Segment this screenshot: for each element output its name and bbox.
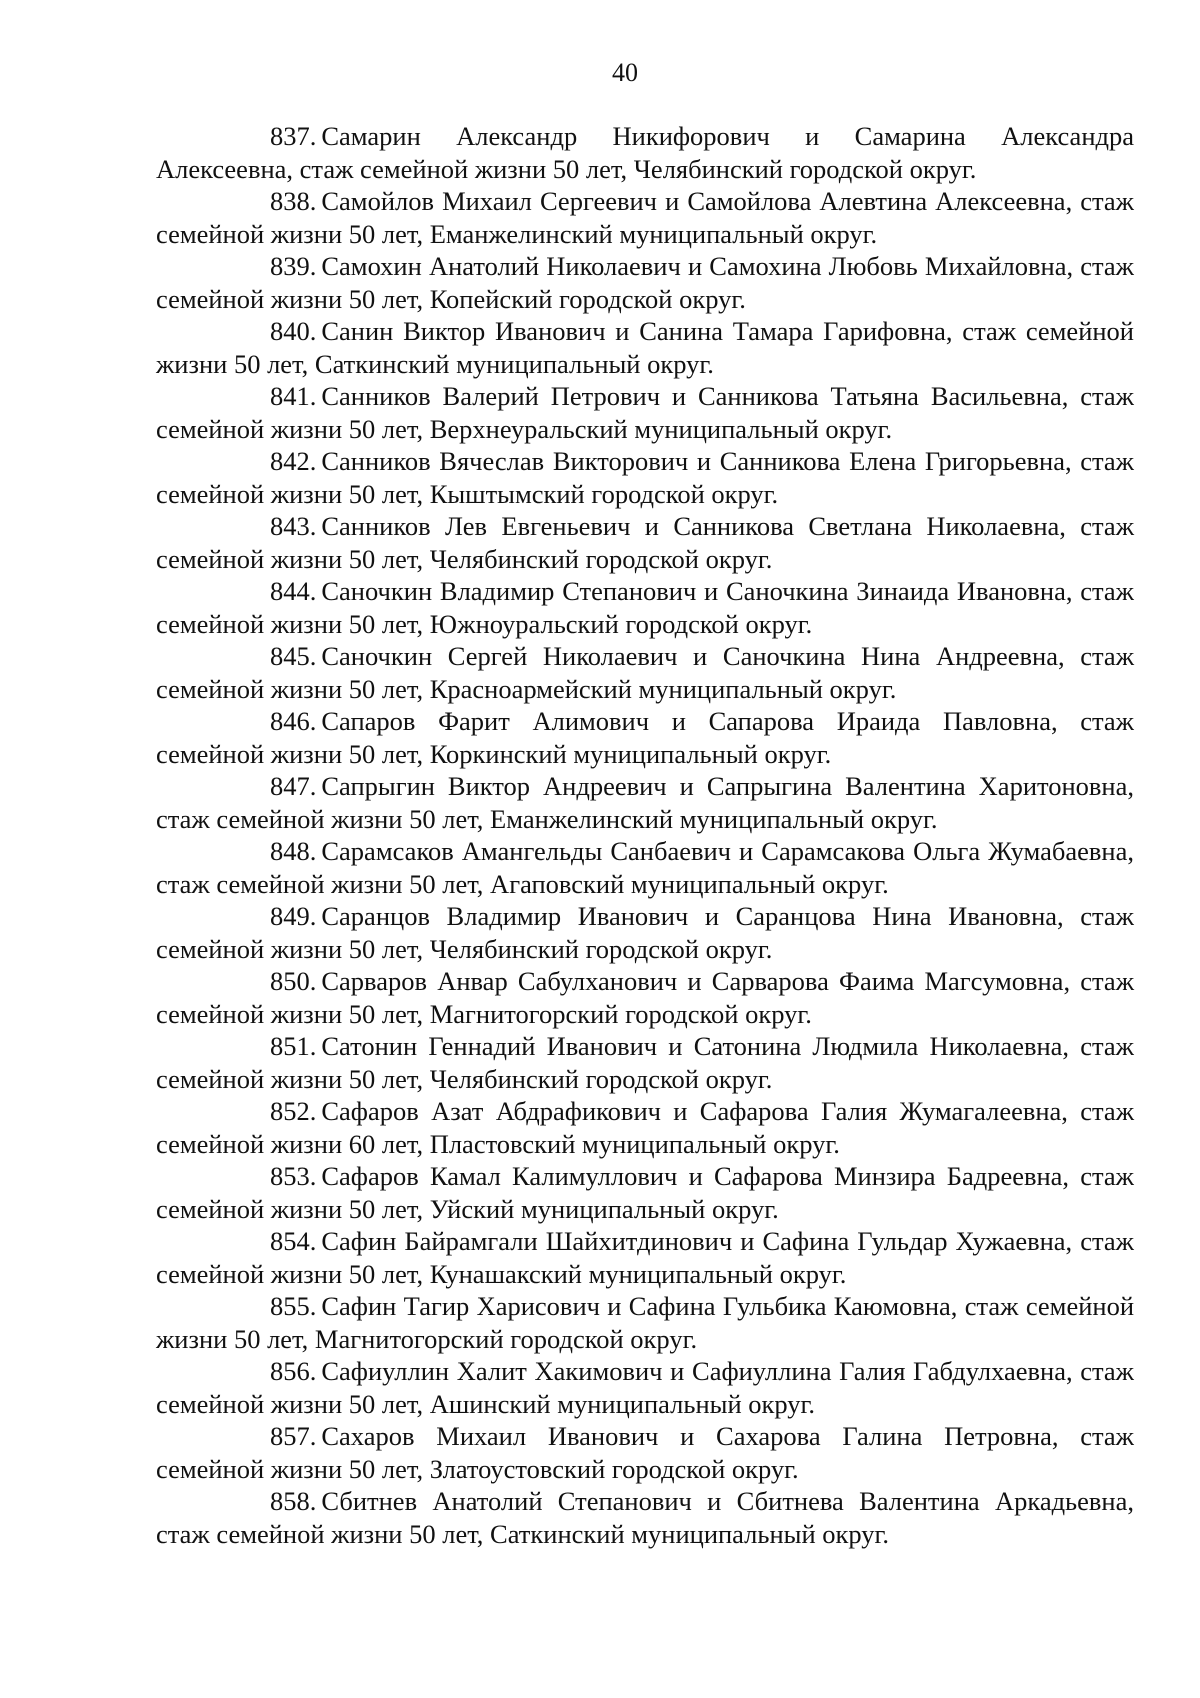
entry-number: 842. (270, 446, 317, 476)
entry-number: 855. (270, 1291, 317, 1321)
entry-text: Сахаров Михаил Иванович и Сахарова Галина Петровна, стаж семейной жизни 50 лет, Златоустовский городской округ. (156, 1421, 1134, 1484)
list-item (156, 965, 1134, 1030)
entry-number: 844. (270, 576, 317, 606)
entry-number: 843. (270, 511, 317, 541)
list-item (156, 315, 1134, 380)
entry-number: 853. (270, 1161, 317, 1191)
list-item (156, 770, 1134, 835)
entry-text: Сапрыгин Виктор Андреевич и Сапрыгина Валентина Харитоновна, стаж семейной жизни 50 лет, Еманжелинский муниципальный округ. (156, 771, 1134, 834)
list-item (156, 1030, 1134, 1095)
entry-number: 850. (270, 966, 317, 996)
entry-number: 857. (270, 1421, 317, 1451)
entry-text: Сафин Тагир Харисович и Сафина Гульбика Каюмовна, стаж семейной жизни 50 лет, Магнитогорский городской округ. (156, 1291, 1134, 1354)
list-item (156, 120, 1134, 185)
entry-text: Санников Лев Евгеньевич и Санникова Светлана Николаевна, стаж семейной жизни 50 лет, Челябинский городской округ. (156, 511, 1134, 574)
list-item (156, 185, 1134, 250)
entry-number: 837. (270, 121, 317, 151)
entry-number: 849. (270, 901, 317, 931)
entry-list (156, 120, 1134, 1550)
entry-number: 847. (270, 771, 317, 801)
list-item (156, 835, 1134, 900)
entry-number: 841. (270, 381, 317, 411)
entry-text: Сафаров Камал Калимуллович и Сафарова Минзира Бадреевна, стаж семейной жизни 50 лет, Уйский муниципальный округ. (156, 1161, 1134, 1224)
entry-text: Санников Вячеслав Викторович и Санникова Елена Григорьевна, стаж семейной жизни 50 лет, Кыштымский городской округ. (156, 446, 1134, 509)
entry-text: Сарваров Анвар Сабулханович и Сарварова Фаима Магсумовна, стаж семейной жизни 50 лет, Магнитогорский городской округ. (156, 966, 1134, 1029)
entry-text: Самарин Александр Никифорович и Самарина Александра Алексеевна, стаж семейной жизни 50 лет, Челябинский городской округ. (156, 121, 1134, 184)
list-item (156, 1485, 1134, 1550)
list-item (156, 705, 1134, 770)
entry-text: Санников Валерий Петрович и Санникова Татьяна Васильевна, стаж семейной жизни 50 лет, Верхнеуральский муниципальный округ. (156, 381, 1134, 444)
entry-text: Саночкин Сергей Николаевич и Саночкина Нина Андреевна, стаж семейной жизни 50 лет, Красноармейский муниципальный округ. (156, 641, 1134, 704)
entry-text: Сарамсаков Амангельды Санбаевич и Сарамсакова Ольга Жумабаевна, стаж семейной жизни 50 лет, Агаповский муниципальный округ. (156, 836, 1134, 899)
entry-number: 846. (270, 706, 317, 736)
list-item (156, 900, 1134, 965)
entry-number: 856. (270, 1356, 317, 1386)
list-item (156, 1355, 1134, 1420)
list-item (156, 510, 1134, 575)
entry-text: Санин Виктор Иванович и Санина Тамара Гарифовна, стаж семейной жизни 50 лет, Саткинский муниципальный округ. (156, 316, 1134, 379)
entry-number: 852. (270, 1096, 317, 1126)
list-item (156, 640, 1134, 705)
entry-text: Саночкин Владимир Степанович и Саночкина Зинаида Ивановна, стаж семейной жизни 50 лет, Южноуральский городской округ. (156, 576, 1134, 639)
entry-number: 848. (270, 836, 317, 866)
entry-text: Сафин Байрамгали Шайхитдинович и Сафина Гульдар Хужаевна, стаж семейной жизни 50 лет, Кунашакский муниципальный округ. (156, 1226, 1134, 1289)
list-item (156, 445, 1134, 510)
list-item (156, 1095, 1134, 1160)
entry-number: 858. (270, 1486, 317, 1516)
list-item (156, 250, 1134, 315)
entry-text: Самохин Анатолий Николаевич и Самохина Любовь Михайловна, стаж семейной жизни 50 лет, Копейский городской округ. (156, 251, 1134, 314)
list-item (156, 1290, 1134, 1355)
entry-text: Самойлов Михаил Сергеевич и Самойлова Алевтина Алексеевна, стаж семейной жизни 50 лет, Еманжелинский муниципальный округ. (156, 186, 1134, 249)
list-item (156, 1225, 1134, 1290)
entry-number: 838. (270, 186, 317, 216)
entry-text: Сафиуллин Халит Хакимович и Сафиуллина Галия Габдулхаевна, стаж семейной жизни 50 лет, Ашинский муниципальный округ. (156, 1356, 1134, 1419)
entry-number: 840. (270, 316, 317, 346)
list-item (156, 575, 1134, 640)
entry-text: Саранцов Владимир Иванович и Саранцова Нина Ивановна, стаж семейной жизни 50 лет, Челябинский городской округ. (156, 901, 1134, 964)
entry-number: 851. (270, 1031, 317, 1061)
entry-text: Сапаров Фарит Алимович и Сапарова Ираида Павловна, стаж семейной жизни 50 лет, Коркинский муниципальный округ. (156, 706, 1134, 769)
entry-text: Сатонин Геннадий Иванович и Сатонина Людмила Николаевна, стаж семейной жизни 50 лет, Челябинский городской округ. (156, 1031, 1134, 1094)
entry-number: 854. (270, 1226, 317, 1256)
entry-number: 839. (270, 251, 317, 281)
list-item (156, 380, 1134, 445)
entry-text: Сбитнев Анатолий Степанович и Сбитнева Валентина Аркадьевна, стаж семейной жизни 50 лет, Саткинский муниципальный округ. (156, 1486, 1134, 1549)
page-number: 40 (612, 58, 638, 87)
list-item (156, 1160, 1134, 1225)
list-item (156, 1420, 1134, 1485)
entry-number: 845. (270, 641, 317, 671)
entry-text: Сафаров Азат Абдрафикович и Сафарова Галия Жумагалеевна, стаж семейной жизни 60 лет, Пластовский муниципальный округ. (156, 1096, 1134, 1159)
